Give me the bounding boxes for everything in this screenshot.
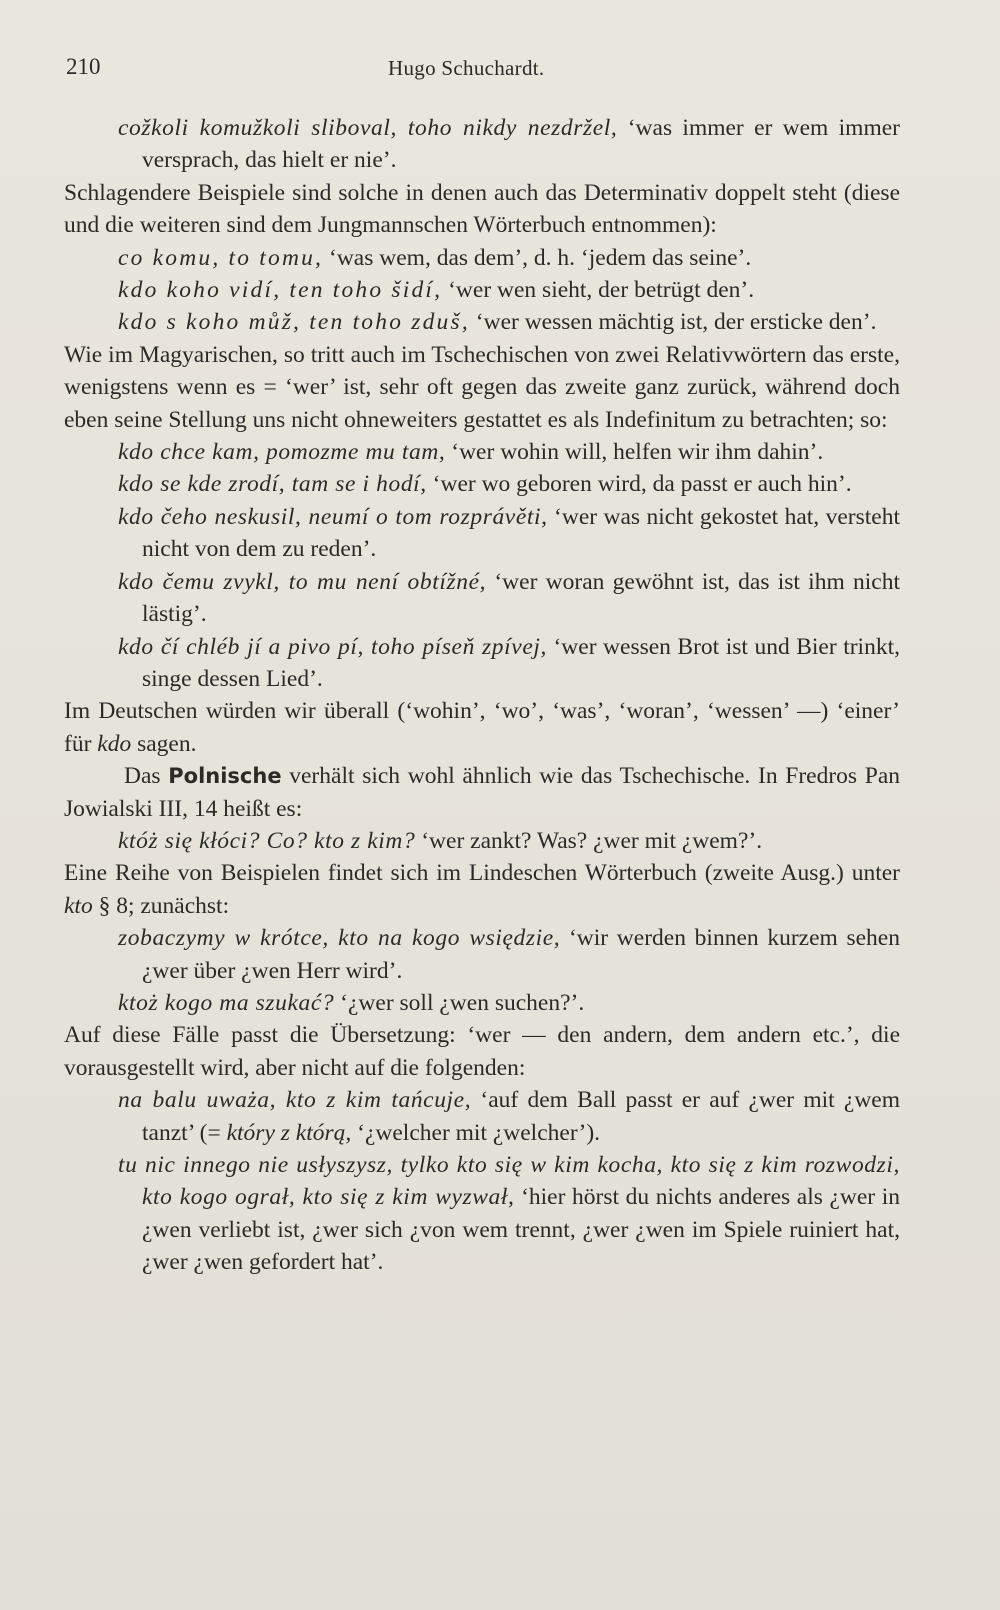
example-paragraph: [64, 631, 900, 696]
inline-italic: który z którą,: [226, 1119, 352, 1146]
paragraph-text: § 8; zunächst:: [92, 892, 230, 919]
paragraph-text: Eine Reihe von Beispielen findet sich im Lindeschen Wörterbuch (zweite Ausg.) unter: [64, 860, 900, 887]
paragraph: Auf diese Fälle passt die Übersetzung: ‘wer — den andern, dem andern etc.’, die vorausgestellt wird, aber nicht auf die folgenden:: [64, 1022, 900, 1081]
paragraph: [64, 760, 900, 825]
page-body: [64, 112, 900, 1279]
paragraph-text: Im Deutschen würden wir überall (‘wohin’, ‘wo’, ‘was’, ‘woran’, ‘wessen’ —) ‘einer’ für: [64, 698, 900, 757]
polish-example: zobaczymy w krótce, kto na kogo wsiędzie,: [118, 925, 561, 952]
example-paragraph: [64, 242, 900, 274]
inline-italic: kto: [64, 892, 93, 919]
czech-example: kdo čemu zvykl, to mu není obtížné,: [118, 568, 487, 595]
translation: ‘wer wessen mächtig ist, der ersticke den’.: [469, 309, 877, 336]
translation: ‘hier hörst du nichts anderes als ¿wer in ¿wen verliebt ist, ¿wer sich ¿von wem trennt, ¿wer ¿wen im Spiele ruiniert hat, ¿wer ¿wen gefordert hat’.: [142, 1184, 900, 1276]
inline-italic: kdo: [97, 730, 132, 757]
example-paragraph: [64, 112, 900, 177]
polish-example: któż się kłóci? Co? kto z kim?: [118, 827, 416, 854]
czech-example: kdo se kde zrodí, tam se i hodí,: [118, 471, 427, 498]
example-paragraph: [64, 1084, 900, 1149]
paragraph-text: Das: [124, 763, 169, 790]
paragraph-text: verhält sich wohl ähnlich wie das Tschechische. In Fredros Pan Jowialski III, 14 heißt es:: [64, 763, 900, 822]
translation: ‘wer wohin will, helfen wir ihm dahin’.: [445, 439, 824, 466]
paragraph: [64, 857, 900, 922]
example-paragraph: [64, 306, 900, 338]
example-paragraph: [64, 468, 900, 500]
czech-example: kdo s koho můž, ten toho zduš,: [118, 309, 470, 336]
page-header: [66, 54, 1000, 86]
translation: ‘wer wen sieht, der betrügt den’.: [442, 277, 755, 304]
paragraph: Wie im Magyarischen, so tritt auch im Tschechischen von zwei Relativwörtern das erste, wenigstens wenn es = ‘wer’ ist, sehr oft gegen das zweite ganz zurück, während doch eben seine Stellung uns nicht ohneweiters gestattet es als Indefinitum zu betrachten; so:: [64, 341, 900, 433]
example-paragraph: [64, 825, 900, 857]
translation: ‘wer woran gewöhnt ist, das ist ihm nicht lästig’.: [142, 568, 900, 628]
translation: ‘was immer er wem immer versprach, das hielt er nie’.: [142, 115, 900, 174]
paragraph: Schlagendere Beispiele sind solche in denen auch das Determinativ doppelt steht (diese und die weiteren sind dem Jungmannschen Wörterbuch entnommen):: [64, 179, 900, 239]
example-paragraph: [64, 1149, 900, 1279]
translation: ‘wer wessen Brot ist und Bier trinkt, singe dessen Lied’.: [142, 633, 900, 692]
translation: ‘wer wo geboren wird, da passt er auch hin’.: [426, 471, 852, 498]
czech-example: kdo čeho neskusil, neumí o tom rozprávěti,: [118, 503, 548, 530]
translation: ‘¿wer soll ¿wen suchen?’.: [334, 989, 585, 1016]
paragraph: [64, 695, 900, 760]
translation: ‘¿welcher mit ¿welcher’).: [351, 1119, 601, 1146]
example-paragraph: [64, 501, 900, 566]
translation: ‘wer zankt? Was? ¿wer mit ¿wem?’.: [415, 827, 763, 854]
czech-example: cožkoli komužkoli sliboval, toho nikdy nezdržel,: [118, 115, 618, 141]
czech-example: co komu, to tomu,: [118, 244, 324, 271]
czech-example: kdo chce kam, pomozme mu tam,: [118, 439, 446, 466]
czech-example: kdo koho vidí, ten toho šidí,: [118, 277, 443, 304]
example-paragraph: [64, 987, 900, 1019]
bold-term: Polnische: [168, 764, 282, 789]
example-paragraph: [64, 436, 900, 468]
example-paragraph: [64, 922, 900, 987]
translation: ‘wer was nicht gekostet hat, versteht nicht von dem zu reden’.: [142, 503, 900, 563]
polish-example: ktoż kogo ma szukać?: [118, 989, 335, 1016]
running-head: Hugo Schuchardt.: [388, 56, 545, 80]
czech-example: kdo čí chléb jí a pivo pí, toho píseň zpívej,: [118, 633, 547, 660]
page-number: 210: [66, 54, 101, 79]
paragraph-text: sagen.: [131, 730, 197, 757]
polish-example: na balu uważa, kto z kim tańcuje,: [118, 1087, 472, 1114]
example-paragraph: [64, 274, 900, 306]
translation: ‘wir werden binnen kurzem sehen ¿wer über ¿wen Herr wird’.: [142, 925, 900, 984]
polish-example: tu nic innego nie usłyszysz, tylko kto się w kim kocha, kto się z kim rozwodzi, kto kogo ograł, kto się z kim wyzwał,: [118, 1152, 900, 1211]
translation: ‘was wem, das dem’, d. h. ‘jedem das seine’.: [323, 244, 752, 271]
example-paragraph: [64, 566, 900, 631]
translation: ‘auf dem Ball passt er auf ¿wer mit ¿wem tanzt’ (=: [142, 1087, 900, 1146]
